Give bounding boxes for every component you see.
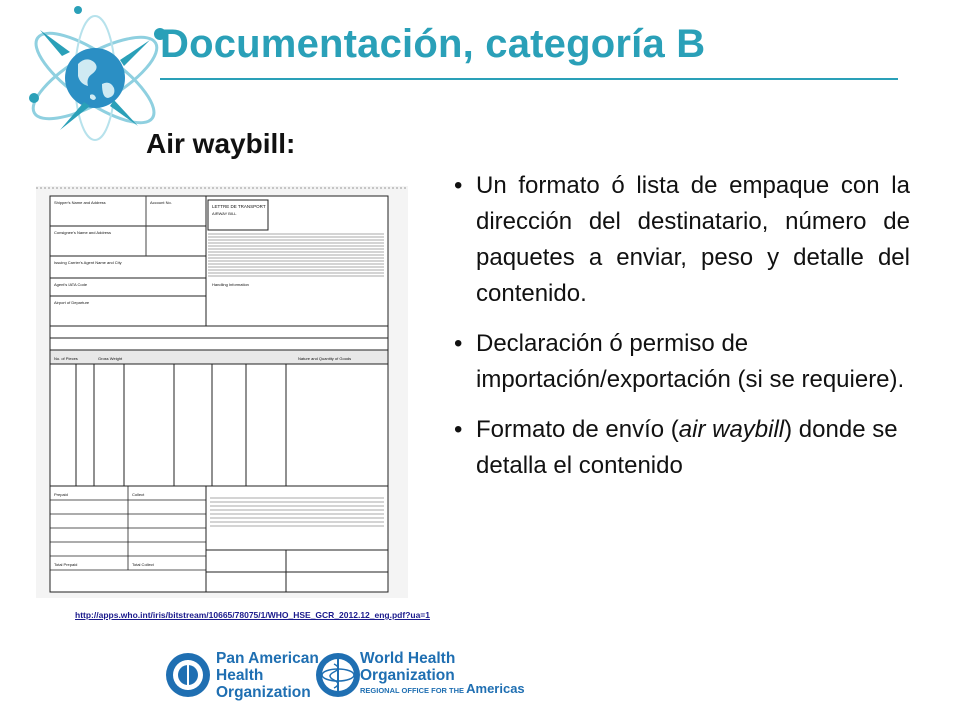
paho-line: Health (216, 667, 264, 684)
waybill-field-label: Account No. (150, 200, 172, 205)
who-region: Americas (466, 681, 525, 696)
section-subtitle: Air waybill: (146, 128, 296, 159)
waybill-field-label: Collect (132, 492, 145, 497)
bullet-item: • Declaración ó permiso de importación/exportación (si se requiere). (454, 330, 905, 393)
bullet-text: Declaración ó permiso de importación/exportación (si se requiere). (476, 330, 905, 393)
waybill-header-line: AIRWAY BILL (212, 211, 237, 216)
paho-name (216, 650, 319, 701)
air-waybill-form-image (36, 186, 408, 598)
who-emblem-icon (316, 653, 360, 697)
bullet-text: Un formato ó lista de empaque con la dirección del destinatario, número de paquetes a enviar, peso y detalle del contenido. (476, 172, 910, 307)
bullet-item: • Un formato ó lista de empaque con la dirección del destinatario, número de paquetes a enviar, peso y detalle del contenido. (454, 172, 910, 307)
paho-line: Organization (216, 684, 311, 701)
waybill-field-label: Total Prepaid (54, 562, 78, 567)
who-regional (360, 681, 525, 696)
paho-emblem-icon (166, 653, 210, 697)
who-line: World Health (360, 650, 456, 667)
page-title: Documentación, categoría B (160, 22, 706, 66)
waybill-field-label: Total Collect (132, 562, 154, 567)
waybill-field-label: Nature and Quantity of Goods (298, 356, 352, 361)
paho-line: Pan American (216, 650, 319, 667)
who-name (360, 650, 525, 696)
title-divider (160, 78, 898, 80)
waybill-field-label: Issuing Carrier's Agent Name and City (54, 260, 122, 265)
waybill-field-label: Agent's IATA Code (54, 282, 88, 287)
waybill-field-label: No. of Pieces (54, 356, 78, 361)
bullet-text-pre: Formato de envío ( (476, 416, 679, 443)
source-link[interactable]: http://apps.who.int/iris/bitstream/10665/78075/1/WHO_HSE_GCR_2012.12_eng.pdf?ua=1 (75, 610, 430, 620)
waybill-field-label: Prepaid (54, 492, 68, 497)
bullet-list (452, 168, 910, 498)
bullet-text-post: ) donde se detalla el contenido (476, 416, 898, 479)
waybill-field-label: Gross Weight (98, 356, 123, 361)
waybill-field-label: Consignee's Name and Address (54, 230, 112, 235)
bullet-item: • Formato de envío (air waybill) donde se detalla el contenido (454, 416, 898, 479)
waybill-header-line: LETTRE DE TRANSPORT (212, 204, 266, 209)
bullet-text-italic: air waybill (678, 416, 785, 443)
waybill-field-label: Shipper's Name and Address (54, 200, 106, 205)
waybill-field-label: Airport of Departure (54, 300, 90, 305)
who-sub-label: REGIONAL OFFICE FOR THE (360, 686, 465, 695)
who-line: Organization (360, 667, 455, 684)
waybill-field-label: Handling Information (212, 282, 249, 287)
